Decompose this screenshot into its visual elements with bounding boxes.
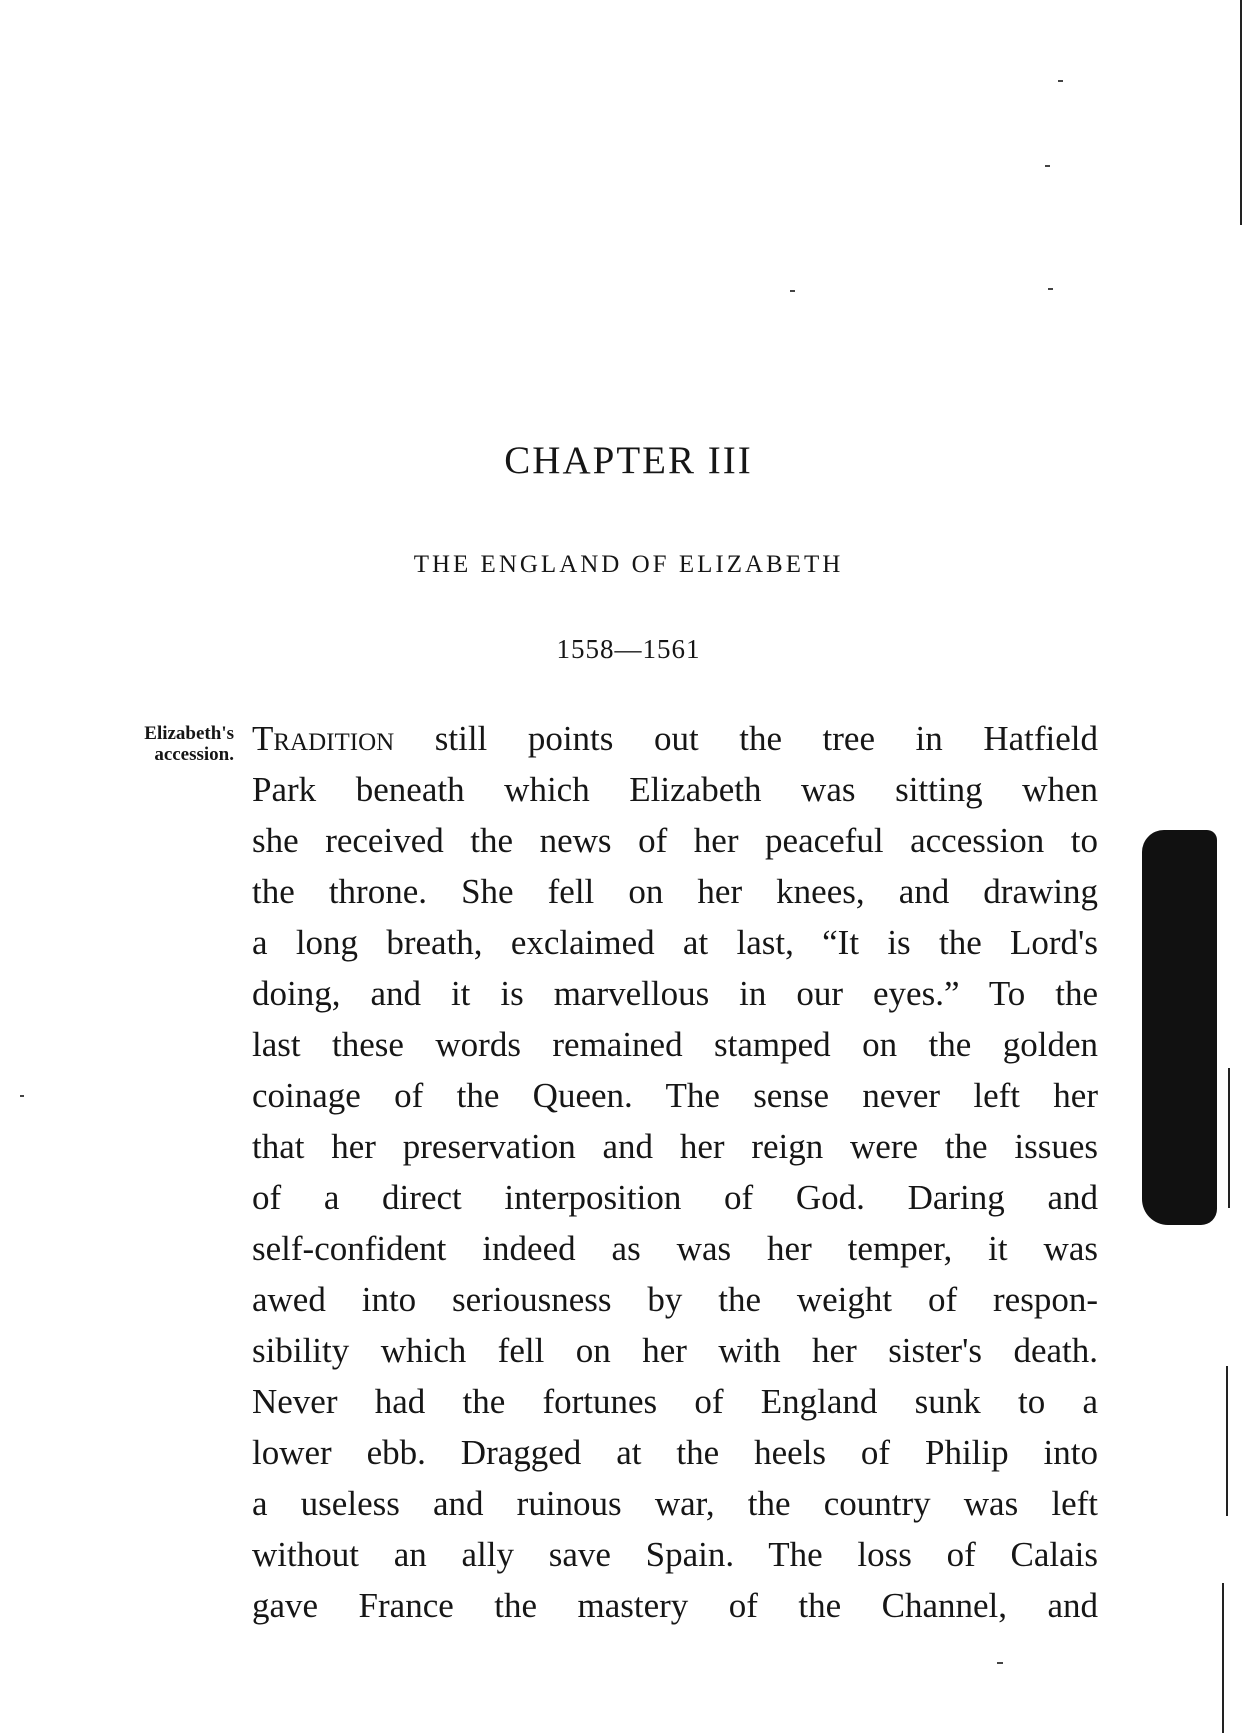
scan-edge-line (1228, 1068, 1230, 1208)
margin-note-line: accession. (154, 744, 234, 765)
margin-note-line: Elizabeth's (144, 723, 234, 744)
scan-speck (790, 290, 795, 292)
chapter-title: CHAPTER III (504, 439, 753, 482)
scan-speck (997, 1662, 1003, 1664)
text-line: Never had the fortunes of England sunk to a (252, 1382, 1098, 1421)
scan-edge-line (1222, 1583, 1224, 1733)
chapter-dates: 1558—1561 (556, 634, 701, 664)
text-line: a long breath, exclaimed at last, “It is the Lord's (252, 923, 1098, 962)
scan-speck (1058, 80, 1063, 82)
text-line: sibility which fell on her with her sister's death. (252, 1331, 1098, 1370)
scan-speck (1045, 165, 1050, 167)
text-line: that her preservation and her reign were the issues (252, 1127, 1098, 1166)
text-line (252, 713, 1098, 764)
text-line-content: still points out the tree in Hatfield (394, 719, 1098, 758)
text-line: last these words remained stamped on the golden (252, 1025, 1098, 1064)
text-line: the throne. She fell on her knees, and drawing (252, 872, 1098, 911)
text-line: coinage of the Queen. The sense never left her (252, 1076, 1098, 1115)
text-line: doing, and it is marvellous in our eyes.” To the (252, 974, 1098, 1013)
chapter-subtitle: THE ENGLAND OF ELIZABETH (413, 551, 844, 578)
text-line: awed into seriousness by the weight of respon- (252, 1280, 1098, 1319)
drop-word: Tradition (252, 719, 395, 758)
text-line: a useless and ruinous war, the country was left (252, 1484, 1098, 1523)
scan-edge-line (1240, 0, 1242, 225)
scan-speck (1048, 288, 1053, 290)
text-line: gave France the mastery of the Channel, and (252, 1586, 1098, 1625)
text-line: of a direct interposition of God. Daring and (252, 1178, 1098, 1217)
text-line: she received the news of her peaceful accession to (252, 821, 1098, 860)
margin-note (98, 723, 234, 765)
body-paragraph (252, 713, 1098, 1631)
scan-edge-line (1226, 1366, 1228, 1516)
scan-speck (20, 1095, 24, 1097)
text-line: without an ally save Spain. The loss of Calais (252, 1535, 1098, 1574)
text-line: Park beneath which Elizabeth was sitting when (252, 770, 1098, 809)
scan-smudge (1142, 830, 1217, 1225)
text-line: lower ebb. Dragged at the heels of Philip into (252, 1433, 1098, 1472)
text-line: self-confident indeed as was her temper, it was (252, 1229, 1098, 1268)
